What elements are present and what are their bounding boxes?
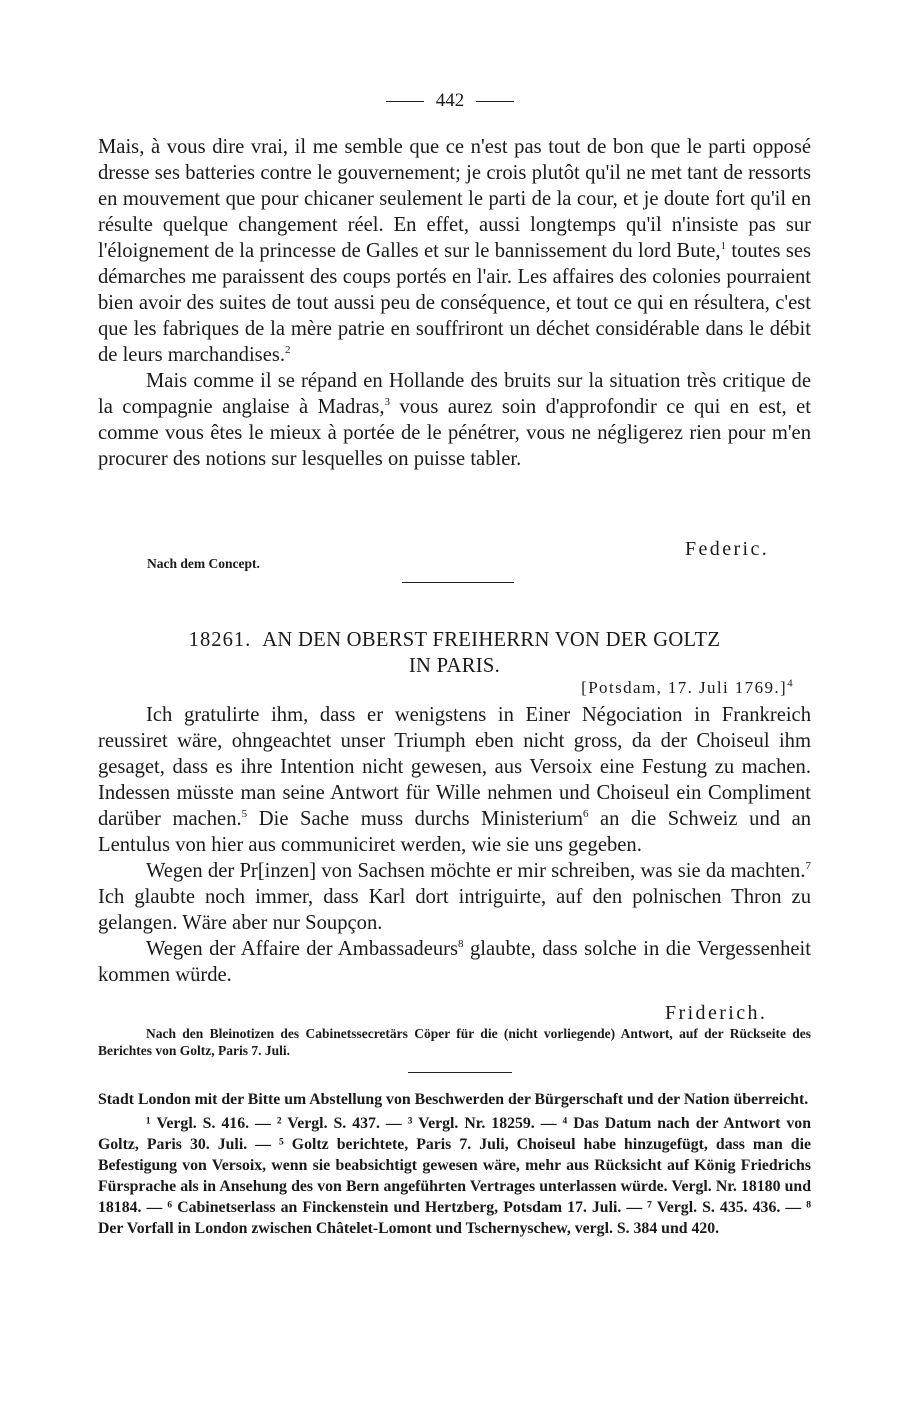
divider-rule	[402, 582, 514, 583]
letter1-body	[98, 134, 811, 472]
page-header	[0, 90, 900, 112]
footnote-list: ¹ Vergl. S. 416. — ² Vergl. S. 437. — ³ Vergl. Nr. 18259. — ⁴ Das Datum nach der Antwort von Goltz, Paris 30. Juli. — ⁵ Goltz berichtete, Paris 7. Juli, Choiseul habe hinzugefügt, dass man die Befestigung von Versoix, wenn sie beabsichtigt gewesen wäre, mehr aus Rücksicht auf König Friedrichs Fürsprache als in Ansehung des von Bern angeführten Vertrages unterlassen würde. Vergl. Nr. 18180 und 18184. — ⁶ Cabinetserlass an Finckenstein und Hertzberg, Potsdam 17. Juli. — ⁷ Vergl. S. 435. 436. — ⁸ Der Vorfall in London zwischen Châtelet-Lomont und Tschernyschew, vergl. S. 384 und 420.	[98, 1115, 811, 1237]
footnotes	[98, 1089, 811, 1239]
letter2-signature: Friderich.	[665, 1002, 768, 1024]
letter2-body	[98, 702, 811, 988]
letter2-heading-line2: IN PARIS.	[408, 655, 501, 677]
letter1-paragraph-1: Mais, à vous dire vrai, il me semble que ce n'est pas tout de bon que le parti opposé dresse ses batteries contre le gouvernement; je crois plutôt qu'il ne met tant de ressorts en mouvement que pour chicaner seulement le parti de la cour, et je doute fort qu'il en résulte quelque changement réel. En effet, aussi longtemps qu'il n'insiste pas sur l'éloignement de la princesse de Galles et sur le bannissement du lord Bute,$^1$ toutes ses démarches me paraissent des coups portés en l'air. Les affaires des colonies pourraient bien avoir des suites de tout aussi peu de conséquence, et tout ce qui en résultera, c'est que les fabriques de la mère patrie en souffriront un déchet considérable dans le débit de leurs marchandises.$^2$	[98, 136, 811, 366]
footnote-rule	[408, 1072, 512, 1073]
letter1-signature: Federic.	[685, 538, 770, 560]
header-dash-right	[476, 101, 514, 102]
letter2-paragraph-2: Wegen der Pr[inzen] von Sachsen möchte er mir schreiben, was sie da machten.$^7$ Ich glaubte noch immer, dass Karl dort intriguirte, auf den polnischen Thron zu gelangen. Wäre aber nur Soupçon.	[98, 860, 811, 934]
letter2-source-note: Nach den Bleinotizen des Cabinetssecretärs Cöper für die (nicht vorliegende) Antwort, auf der Rückseite des Berichtes von Goltz, Paris 7. Juli.	[98, 1026, 811, 1058]
page-number: 442	[435, 90, 465, 111]
letter1-paragraph-2: Mais comme il se répand en Hollande des bruits sur la situation très critique de la compagnie anglaise à Madras,$^3$ vous aurez soin d'approfondir ce qui en est, et comme vous êtes le mieux à portée de le pénétrer, vous ne négligerez rien pour m'en procurer des notions sur lesquelles on puisse tabler.	[98, 370, 811, 470]
letter2-date: [Potsdam, 17. Juli 1769.]$^4$	[581, 677, 794, 697]
letter2-heading	[98, 627, 811, 679]
header-dash-left	[386, 101, 424, 102]
letter2-number: 18261.	[188, 629, 252, 651]
letter1-source: Nach dem Concept.	[147, 556, 260, 571]
letter2-paragraph-1: Ich gratulirte ihm, dass er wenigstens in Einer Négociation in Frankreich reussiret wäre, ohngeachtet unser Triumph eben nicht gross, da der Choiseul ihm gesaget, dass es ihre Intention nicht gewesen, aus Versoix eine Festung zu machen. Indessen müsste man seine Antwort für Wille nehmen und Choiseul ein Compliment darüber machen.$^5$ Die Sache muss durchs Ministerium$^6$ an die Schweiz und an Lentulus von hier aus communiciret werden, wie sie uns gegeben.	[98, 704, 812, 856]
letter2-paragraph-3: Wegen der Affaire der Ambassadeurs$^8$ glaubte, dass solche in die Vergessenheit kommen würde.	[98, 938, 811, 986]
footnote-continuation: Stadt London mit der Bitte um Abstellung von Beschwerden der Bürgerschaft und der Nation überreicht.	[98, 1091, 809, 1108]
letter2-heading-line1: AN DEN OBERST FREIHERRN VON DER GOLTZ	[262, 629, 721, 651]
